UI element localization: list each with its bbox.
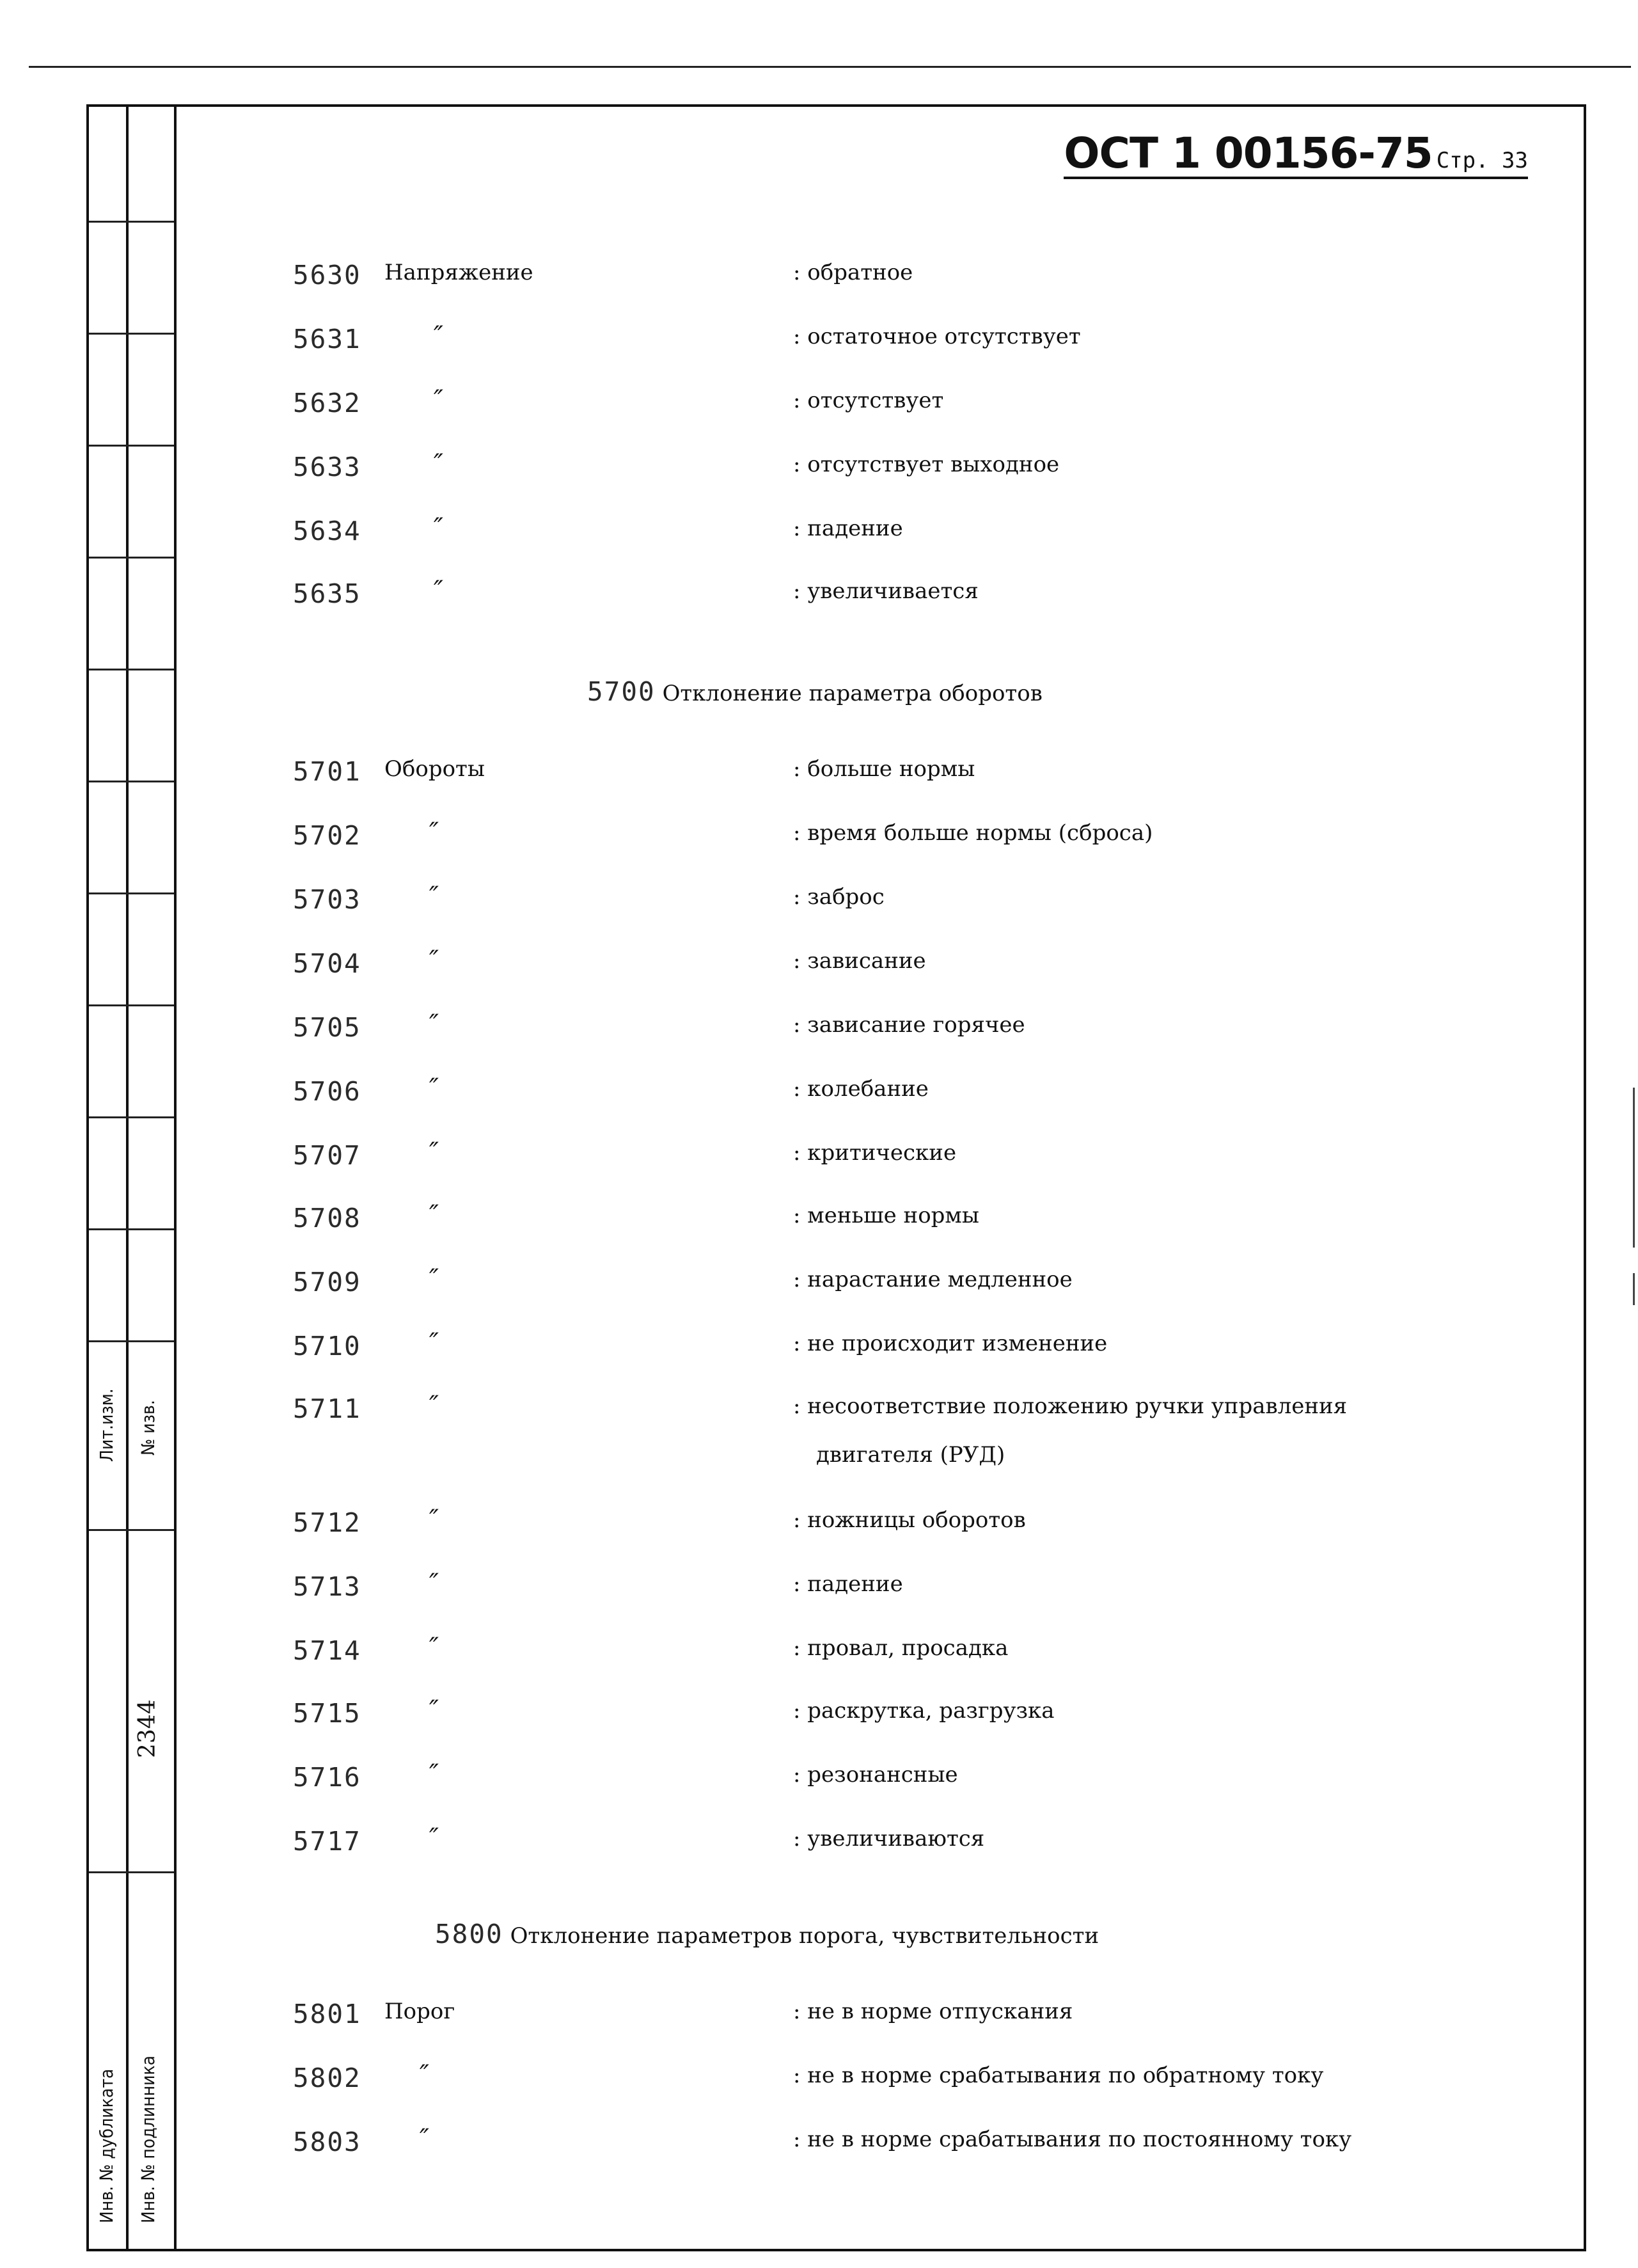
ditto-mark: ″ (434, 576, 443, 605)
entry-term: Напряжение (384, 260, 533, 285)
ditto-mark: ″ (429, 1074, 439, 1103)
entry-description: : отсутствует (793, 388, 944, 413)
entry-code: 5705 (293, 1012, 361, 1043)
entry-description: : зависание (793, 948, 926, 974)
entry-description: : зависание горячее (793, 1012, 1025, 1038)
entry-description: : увеличиваются (793, 1826, 985, 1852)
list-item (293, 1012, 1508, 1051)
stamp-inv-dublikata: Инв. № дубликата (96, 2068, 117, 2223)
list-item (293, 1076, 1508, 1114)
entry-code: 5635 (293, 578, 361, 609)
document-header (1064, 131, 1528, 179)
entry-description: : падение (793, 1571, 903, 1597)
list-item (293, 2124, 1508, 2165)
scan-edge-mark (1633, 1088, 1635, 1248)
entry-code: 5708 (293, 1203, 361, 1233)
section-code: 5800 (435, 1919, 503, 1949)
list-item (293, 2060, 1508, 2101)
ditto-mark: ″ (429, 1138, 439, 1167)
entry-description: : остаточное отсутствует (793, 324, 1081, 349)
entry-code: 5709 (293, 1267, 361, 1297)
list-item (293, 820, 1508, 859)
entry-description: : не в норме срабатывания по обратному току (793, 2063, 1324, 2088)
entry-code: 5706 (293, 1076, 361, 1107)
entry-description: : критические (793, 1140, 957, 1166)
ditto-mark: ″ (429, 1569, 439, 1598)
entry-description: : несоответствие положению ручки управления (793, 1393, 1348, 1419)
page-number: Стр. 33 (1436, 148, 1528, 173)
entry-code: 5703 (293, 884, 361, 915)
ditto-mark: ″ (429, 1759, 439, 1789)
list-item (293, 513, 1508, 554)
list-item (293, 1999, 1508, 2037)
section-title: Отклонение параметра оборотов (662, 681, 1043, 706)
entry-description: : не происходит изменение (793, 1331, 1108, 1356)
ditto-mark: ″ (429, 1328, 439, 1358)
entry-code: 5801 (293, 1999, 361, 2029)
entry-code: 5712 (293, 1507, 361, 1538)
entry-description: : отсутствует выходное (793, 452, 1060, 477)
entry-description: : меньше нормы (793, 1203, 979, 1228)
list-item (293, 948, 1508, 987)
list-item (293, 884, 1508, 923)
scan-edge-mark (1633, 1273, 1635, 1305)
entry-description: : обратное (793, 260, 913, 285)
ditto-mark: ″ (429, 1823, 439, 1853)
ditto-mark: ″ (429, 1264, 439, 1294)
entry-code: 5802 (293, 2063, 361, 2093)
ditto-mark: ″ (429, 1200, 439, 1230)
entry-term: Обороты (384, 756, 485, 782)
entry-description: : увеличивается (793, 578, 979, 604)
list-item (293, 756, 1508, 795)
ditto-mark: ″ (429, 1695, 439, 1725)
ditto-mark: ″ (429, 1633, 439, 1662)
entry-code: 5717 (293, 1826, 361, 1857)
entry-code: 5711 (293, 1393, 361, 1424)
ditto-mark: ″ (420, 2060, 429, 2090)
ditto-mark: ″ (429, 1391, 439, 1420)
stamp-inv-podlinnika: Инв. № подлинника (138, 2055, 159, 2223)
entry-description: : больше нормы (793, 756, 975, 782)
ditto-mark: ″ (434, 513, 443, 543)
entry-description: : нарастание медленное (793, 1267, 1073, 1292)
entry-description: : заброс (793, 884, 885, 910)
top-rule (29, 66, 1631, 68)
entry-code: 5704 (293, 948, 361, 979)
ditto-mark: ″ (420, 2124, 429, 2153)
entry-code: 5630 (293, 260, 361, 290)
ditto-mark: ″ (429, 1505, 439, 1534)
list-item (293, 1759, 1508, 1800)
list-item (293, 1635, 1508, 1674)
list-item (293, 1695, 1508, 1736)
list-item (293, 449, 1508, 490)
list-item (293, 1393, 1508, 1483)
entry-code: 5710 (293, 1331, 361, 1361)
section-code: 5700 (587, 676, 656, 707)
ditto-mark: ″ (429, 882, 439, 911)
section-title: Отклонение параметров порога, чувствительности (510, 1923, 1099, 1949)
section-heading (435, 1919, 1099, 1949)
entry-code: 5632 (293, 388, 361, 418)
entry-code: 5633 (293, 452, 361, 482)
stamp-lit-izm: Лит.изм. (96, 1388, 117, 1462)
list-item (293, 385, 1508, 426)
entry-code: 5634 (293, 516, 361, 546)
entry-code: 5713 (293, 1571, 361, 1602)
entry-description: : провал, просадка (793, 1635, 1009, 1661)
entry-description: : время больше нормы (сброса) (793, 820, 1153, 846)
list-item (293, 1140, 1508, 1178)
entry-code: 5707 (293, 1140, 361, 1171)
list-item (293, 578, 1508, 617)
list-item (293, 321, 1508, 362)
entry-code: 5803 (293, 2127, 361, 2157)
list-item (293, 1328, 1508, 1369)
ditto-mark: ″ (429, 1010, 439, 1039)
list-item (293, 1264, 1508, 1305)
list-item (293, 1200, 1508, 1241)
ditto-mark: ″ (429, 946, 439, 975)
stamp-no-izv: № изв. (138, 1400, 159, 1455)
entry-description: : не в норме срабатывания по постоянному току (793, 2127, 1352, 2152)
ditto-mark: ″ (434, 449, 443, 479)
entry-code: 5716 (293, 1762, 361, 1793)
list-item (293, 1823, 1508, 1864)
ditto-mark: ″ (429, 818, 439, 847)
entry-code: 5631 (293, 324, 361, 354)
list-item (293, 1507, 1508, 1546)
entry-description: : раскрутка, разгрузка (793, 1698, 1055, 1724)
entry-code: 5701 (293, 756, 361, 787)
list-item (293, 260, 1508, 298)
entry-description: : не в норме отпускания (793, 1999, 1073, 2024)
section-heading (587, 676, 1043, 707)
entry-code: 5702 (293, 820, 361, 851)
entry-description: : падение (793, 516, 903, 541)
entry-description: : колебание (793, 1076, 929, 1102)
standard-number: ОСТ 1 00156-75 (1064, 129, 1433, 178)
entry-term: Порог (384, 1999, 455, 2024)
list-item (293, 1571, 1508, 1610)
entry-description: : ножницы оборотов (793, 1507, 1026, 1533)
ditto-mark: ″ (434, 321, 443, 351)
entry-code: 5714 (293, 1635, 361, 1666)
ditto-mark: ″ (434, 385, 443, 415)
stamp-inv-number: 2344 (134, 1699, 161, 1758)
entry-description: : резонансные (793, 1762, 958, 1788)
entry-description-continuation: двигателя (РУД) (816, 1442, 1005, 1468)
entry-code: 5715 (293, 1698, 361, 1729)
